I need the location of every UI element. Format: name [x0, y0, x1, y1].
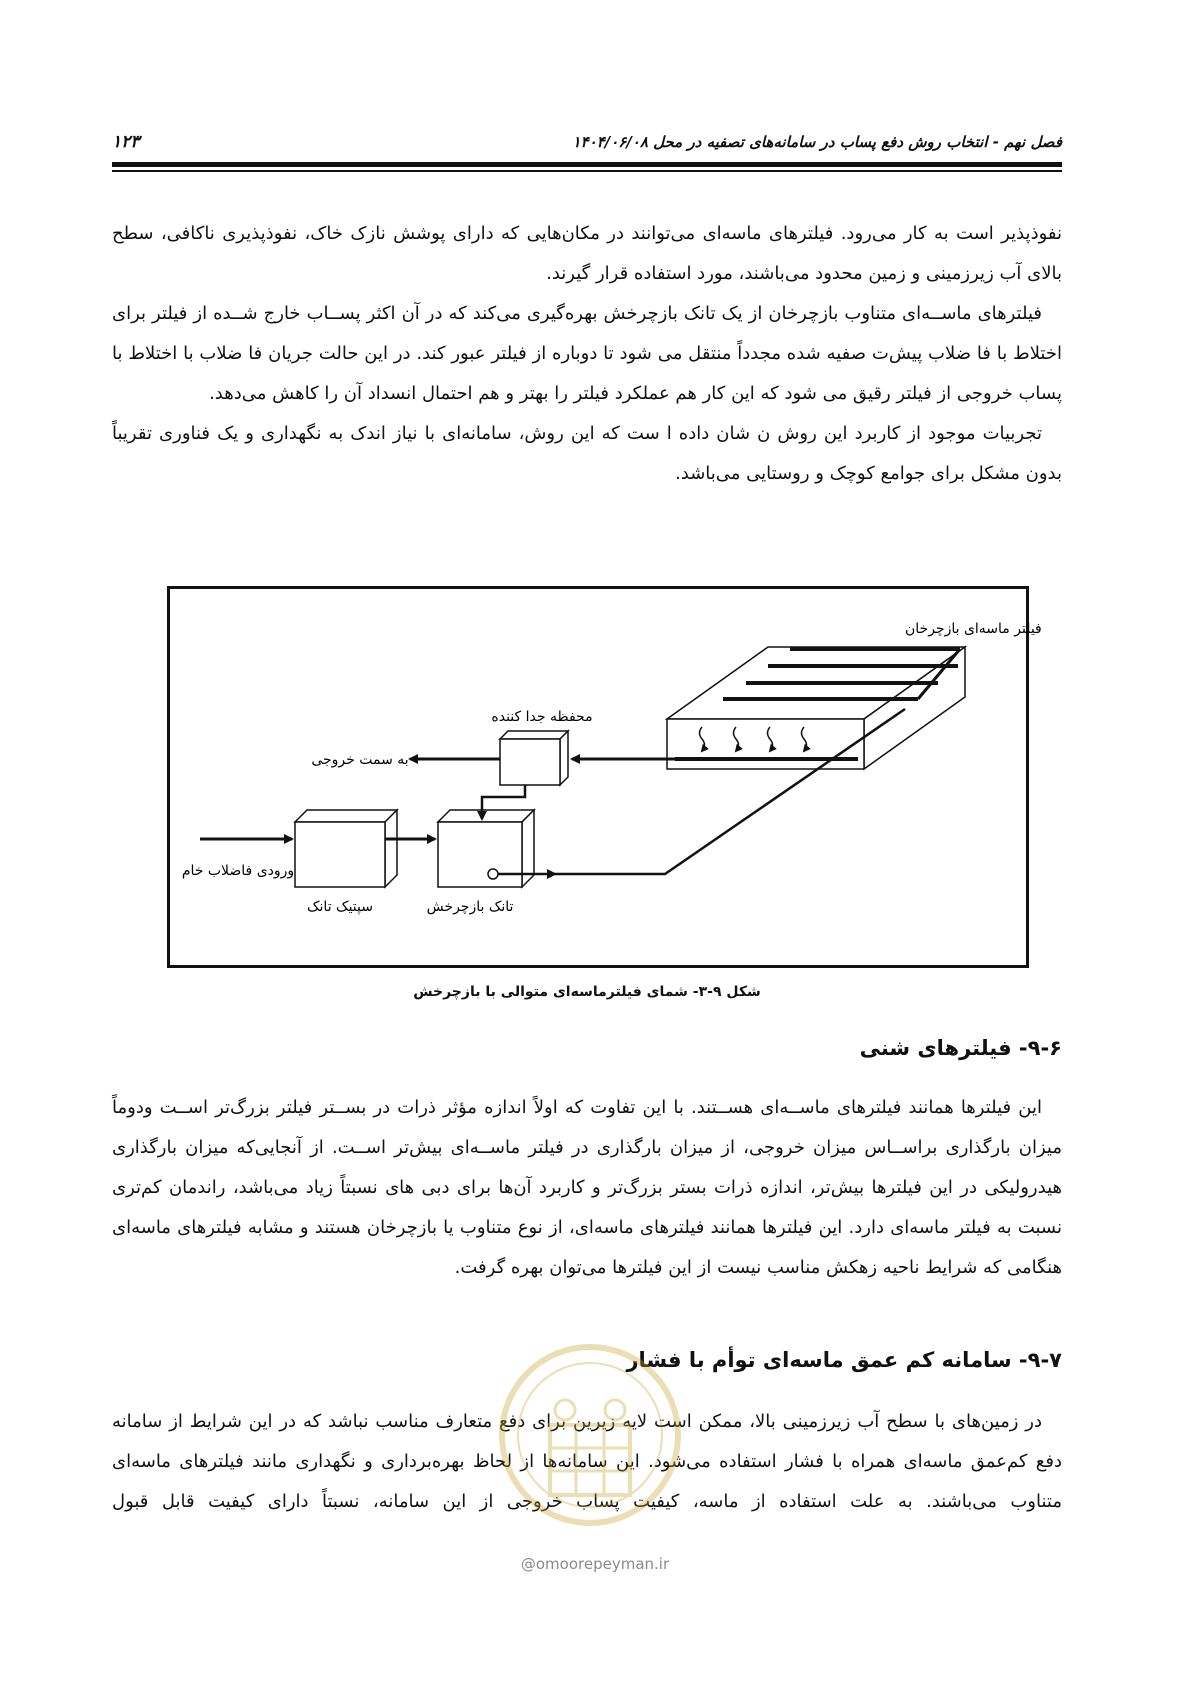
figure-caption: شکل ۹-۳- شمای فیلترماسه‌ای متوالی با بازچرخش: [413, 984, 761, 1000]
paragraph-gravel-filters: این فیلترها همانند فیلترهای ماســه‌ای هســتند. با این تفاوت که اولاً اندازه مؤثر ذرات در بســتر فیلتر بزرگ‌تر اســت ودوماً میزان بارگذاری براســاس میزان خروجی، از میزان بارگذاری در فیلتر ماســه‌ای بیش‌تر اســت. از آنجایی‌که میزان بارگذاری هیدرولیکی در این فیلترها بیش‌تر، اندازه ذرات بستر بزرگ‌تر و کاربرد آن‌ها برای دبی های نسبتاً زیاد می‌باشد، راندمان کم‌تری نسبت به فیلتر ماسه‌ای دارد. این فیلترها همانند فیلترهای ماسه‌ای، از نوع متناوب یا بازچرخان هستند و مشابه فیلترهای ماسه‌ای هنگامی که شرایط ناحیه زهکش مناسب نیست از این فیلترها می‌توان بهره گرفت.: [112, 1097, 1062, 1278]
page-header: [112, 128, 1062, 156]
label-recirc-tank: تانک بازچرخش: [426, 899, 514, 915]
paragraph-shallow-sand-system: در زمین‌های با سطح آب زیرزمینی بالا، ممکن است لایه زیرین برای دفع متعارف مناسب نباشد که در این شرایط از سامانه دفع کم‌عمق ماسه‌ای همراه با فشار استفاده می‌شود. این سامانه‌ها از لحاظ بهره‌برداری و نگهداری مانند فیلترهای ماسه‌ای متناوب می‌باشند. به علت استفاده از ماسه، کیفیت پساب خروجی از این سامانه، نسبتاً دارای کیفیت قابل قبول: [112, 1411, 1062, 1512]
figure-recirculating-filter: [167, 586, 1042, 968]
splitter-box: [500, 731, 568, 785]
label-raw-inlet: ورودی فاضلاب خام: [181, 863, 295, 879]
septic-tank-box: [295, 810, 397, 887]
header-rule-thick: [112, 162, 1062, 167]
label-to-outlet: به سمت خروجی: [311, 752, 409, 768]
page-number: ۱۲۳: [112, 132, 140, 152]
label-recirc-filter: فیلتر ماسه‌ای بازچرخان: [905, 621, 1042, 637]
recirc-tank-box: [438, 810, 534, 887]
label-splitter: محفظه جدا کننده: [491, 709, 593, 725]
paragraph-1: نفوذپذیر است به کار می‌رود. فیلترهای ماسه‌ای می‌توانند در مکان‌هایی که دارای پوشش نازک خاک، نفوذپذیری ناکافی، سطح بالای آب زیرزمینی و زمین محدود می‌باشند، مورد استفاده قرار گیرند.: [112, 223, 1062, 284]
watermark-url: @omoorepeyman.ir: [520, 1555, 670, 1573]
section-heading-shallow-sand-system: ۹-۷- سامانه کم عمق ماسه‌ای توأم با فشار: [626, 1348, 1062, 1372]
chapter-title: فصل نهم - انتخاب روش دفع پساب در سامانه‌های تصفیه در محل ۱۴۰۴/۰۶/۰۸: [572, 133, 1062, 151]
section-heading-gravel-filters: ۹-۶- فیلترهای شنی: [859, 1036, 1062, 1060]
sand-filter-box: [667, 647, 965, 769]
header-rule-thin: [112, 170, 1062, 172]
body-text-top: [112, 214, 1062, 494]
paragraph-2: فیلترهای ماســه‌ای متناوب بازچرخان از یک تانک بازچرخش بهره‌گیری می‌کند که در آن اکثر پســاب خارج شــده از فیلتر برای اختلاط با فا ضلاب پیش‌ت صفیه شده مجدداً منتقل می شود تا دوباره از فیلتر عبور کند. در این حالت جریان فا ضلاب با اختلاط با پساب خروجی از فیلتر رقیق می شود که این کار هم عملکرد فیلتر را بهتر و هم احتمال انسداد آن را کاهش می‌دهد.: [112, 303, 1062, 404]
figure-diagram: [170, 589, 1042, 965]
section-7-body: [112, 1402, 1062, 1522]
section-6-body: [112, 1088, 1062, 1288]
paragraph-3: تجربیات موجود از کاربرد این روش ن شان داده ا ست که این روش، سامانه‌ای با نیاز اندک به نگهداری و یک فناوری تقریباً بدون مشکل برای جوامع کوچک و روستایی می‌باشد.: [112, 423, 1062, 484]
label-septic-tank: سپتیک تانک: [307, 899, 373, 915]
